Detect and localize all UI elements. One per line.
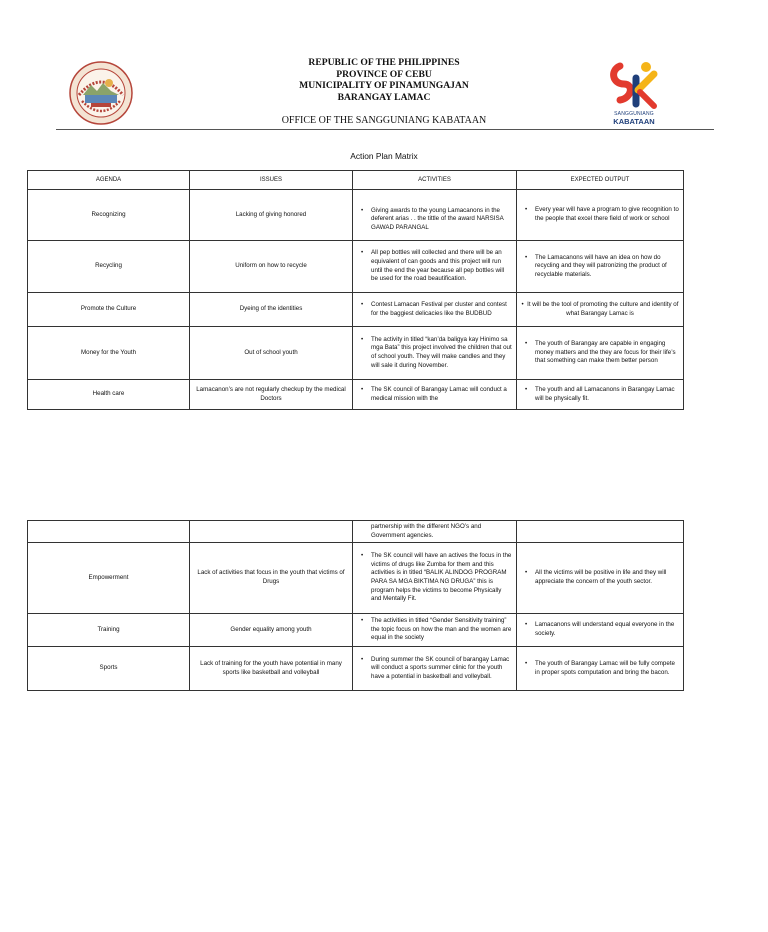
- agenda-cell: Sports: [28, 647, 190, 691]
- output-cell: [517, 293, 684, 327]
- issue-cell: [190, 521, 353, 543]
- agenda-cell: Recycling: [28, 241, 190, 293]
- activity-cell: [353, 293, 517, 327]
- output-text: It will be the tool of promoting the culture and identity of what Barangay Lamac is: [527, 300, 679, 317]
- action-plan-table: [27, 170, 684, 410]
- table-row: [28, 190, 684, 241]
- table-row: [28, 293, 684, 327]
- issue-cell: Lamacanon’s are not regularly checkup by the medical Doctors: [190, 380, 353, 410]
- agenda-cell: Recognizing: [28, 190, 190, 241]
- output-cell: [517, 614, 684, 647]
- header-line-province: PROVINCE OF CEBU: [336, 68, 432, 80]
- agenda-cell: [28, 521, 190, 543]
- table-row: [28, 327, 684, 380]
- issue-cell: Lacking of giving honored: [190, 190, 353, 241]
- agenda-cell: Training: [28, 614, 190, 647]
- activity-cell: [353, 241, 517, 293]
- table-row: [28, 647, 684, 691]
- header-rule: [56, 129, 714, 130]
- activity-text: • During summer the SK council of barangay Lamac will conduct a sports summer clinic for the youth have a potential in basketball and volleyball.: [371, 656, 512, 682]
- letterhead: [0, 57, 768, 103]
- activity-cell: [353, 521, 517, 543]
- issue-cell: Uniform on how to recycle: [190, 241, 353, 293]
- header-line-municipality: MUNICIPALITY OF PINAMUNGAJAN: [299, 80, 469, 91]
- issue-cell: Lack of activities that focus in the youth that victims of Drugs: [190, 543, 353, 614]
- issue-cell: Lack of training for the youth have potential in many sports like basketball and volleyball: [190, 647, 353, 691]
- output-text: • All the victims will be positive in life and they will appreciate the concern of the youth sector.: [535, 569, 679, 586]
- issue-cell: Gender equality among youth: [190, 614, 353, 647]
- activity-cell: [353, 614, 517, 647]
- document-title: Action Plan Matrix: [350, 151, 418, 161]
- output-cell: [517, 327, 684, 380]
- table-header-row: [28, 171, 684, 190]
- issue-cell: Out of school youth: [190, 327, 353, 380]
- activity-cell: [353, 380, 517, 410]
- header-line-barangay: BARANGAY LAMAC: [337, 91, 431, 103]
- column-header-issues: ISSUES: [190, 171, 353, 190]
- output-text: • Lamacanons will understand equal everyone in the society.: [535, 621, 679, 638]
- issue-cell: Dyeing of the identities: [190, 293, 353, 327]
- output-cell: [517, 543, 684, 614]
- activity-text: • Giving awards to the young Lamacanons in the deferent arias . . the tittle of the award NARSISA GAWAD PARANGAL: [371, 207, 512, 233]
- agenda-cell: Promote the Culture: [28, 293, 190, 327]
- activity-text: • The SK council will have an actives the focus in the victims of drugs like Zumba for them and this activities is in titled “BALIK ALINDOG PROGRAM PARA SA MGA BIKTIMA NG DRUGA” this is program helps the victims to become Physically and Mentally Fit.: [371, 552, 512, 604]
- agenda-cell: Money for the Youth: [28, 327, 190, 380]
- output-text: • The youth of Barangay Lamac will be fully compete in proper spots computation and bring the bacon.: [535, 660, 679, 677]
- action-plan-table-continued: [27, 520, 684, 691]
- activity-text: partnership with the different NGO’s and Government agencies.: [371, 522, 482, 539]
- table-row: [28, 241, 684, 293]
- output-cell: [517, 380, 684, 410]
- activity-cell: [353, 190, 517, 241]
- table-row: [28, 543, 684, 614]
- table-row: [28, 614, 684, 647]
- activity-cell: [353, 647, 517, 691]
- agenda-cell: Empowerment: [28, 543, 190, 614]
- activity-text: • The activity in titled “kan’da baligya kay Hinimo sa mga Bata” this project involved the children that out of school youth. They will make candles and they will sale it during November.: [371, 336, 512, 370]
- output-cell: [517, 647, 684, 691]
- activity-text: • The activities in titled “Gender Sensitivity training” the topic focus on how the man and the women are equal in the society: [371, 617, 512, 643]
- column-header-expected-output: EXPECTED OUTPUT: [517, 171, 684, 190]
- header-line-republic: REPUBLIC OF THE PHILIPPINES: [308, 57, 460, 68]
- sk-logo-big-text: KABATAAN: [613, 117, 655, 126]
- activity-text: • All pep bottles will collected and there will be an equivalent of can goods and this project will run until the end the year because all pep bottles will be used for the road beautification.: [371, 249, 512, 283]
- table-row: [28, 380, 684, 410]
- column-header-activities: ACTIVITIES: [353, 171, 517, 190]
- output-text: • The Lamacanons will have an idea on how do recycling and they will patronizing the product of recyclable materials.: [535, 254, 679, 280]
- output-cell: [517, 241, 684, 293]
- output-text: • Every year will have a program to give recognition to the people that excel there field of work or school: [535, 206, 679, 223]
- output-cell: [517, 190, 684, 241]
- activity-cell: [353, 327, 517, 380]
- column-header-agenda: AGENDA: [28, 171, 190, 190]
- table-row: [28, 521, 684, 543]
- output-text: • The youth of Barangay are capable in engaging money matters and the they are focus for their life’s that something can make them better person: [535, 340, 679, 366]
- office-title: OFFICE OF THE SANGGUNIANG KABATAAN: [281, 115, 487, 126]
- bullet-glyph: •: [521, 300, 528, 308]
- sk-logo-small-text: SANGGUNIANG: [614, 111, 654, 117]
- output-text: • The youth and all Lamacanons in Barangay Lamac will be physically fit.: [535, 386, 679, 403]
- activity-cell: [353, 543, 517, 614]
- activity-text: • Contest Lamacan Festival per cluster and contest for the baggiest delicacies like the BUDBUD: [371, 301, 512, 318]
- agenda-cell: Health care: [28, 380, 190, 410]
- output-cell: [517, 521, 684, 543]
- activity-text: • The SK council of Barangay Lamac will conduct a medical mission with the: [371, 386, 512, 403]
